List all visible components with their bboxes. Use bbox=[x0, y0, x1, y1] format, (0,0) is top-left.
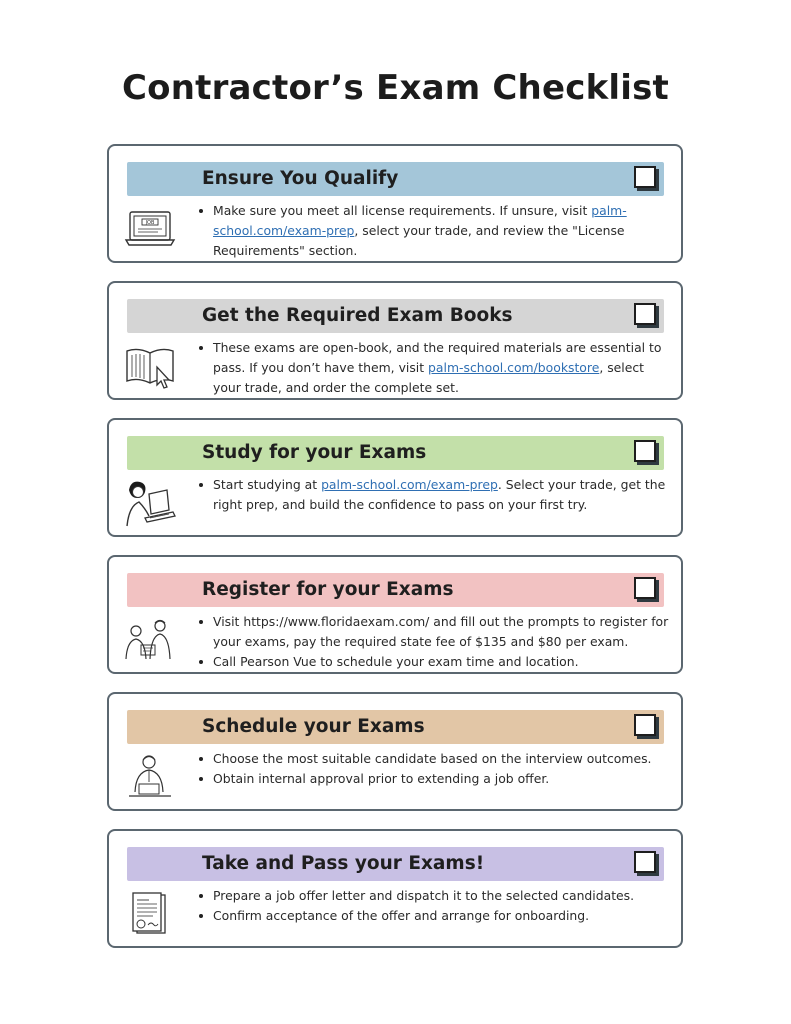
certificate-document-icon bbox=[123, 889, 177, 939]
card-header bbox=[127, 299, 664, 333]
list-item: Make sure you meet all license requirements. If unsure, visit palm-school.com/exam-prep, select your trade, and review the "License Requirements" section. bbox=[213, 201, 669, 261]
card-title: Take and Pass your Exams! bbox=[202, 853, 485, 874]
card-header bbox=[127, 436, 664, 470]
list-item: Obtain internal approval prior to extending a job offer. bbox=[213, 769, 669, 789]
card-header bbox=[127, 710, 664, 744]
person-at-desk-icon bbox=[123, 752, 177, 802]
exam-prep-link[interactable]: palm-school.com/exam-prep bbox=[321, 477, 498, 492]
card-title: Schedule your Exams bbox=[202, 716, 425, 737]
open-book-cursor-icon bbox=[123, 341, 177, 391]
card-title: Ensure You Qualify bbox=[202, 168, 399, 189]
bullet-list bbox=[193, 475, 669, 515]
bullet-list bbox=[193, 338, 669, 398]
laptop-job-icon bbox=[123, 204, 177, 254]
exam-prep-link[interactable]: palm-school.com/exam-prep bbox=[213, 203, 627, 238]
card-title: Study for your Exams bbox=[202, 442, 427, 463]
bullet-list bbox=[193, 886, 669, 926]
checklist-card-schedule bbox=[107, 692, 683, 811]
checkbox[interactable] bbox=[634, 714, 656, 736]
bullet-list bbox=[193, 749, 669, 789]
page-title: Contractor’s Exam Checklist bbox=[122, 68, 669, 108]
checklist-card-exam-books bbox=[107, 281, 683, 400]
person-studying-laptop-icon bbox=[123, 478, 177, 528]
list-item: Start studying at palm-school.com/exam-prep. Select your trade, get the right prep, and build the confidence to pass on your first try. bbox=[213, 475, 669, 515]
card-header bbox=[127, 573, 664, 607]
list-item: Call Pearson Vue to schedule your exam time and location. bbox=[213, 652, 669, 672]
list-item: These exams are open-book, and the required materials are essential to pass. If you don’t have them, visit palm-school.com/bookstore, select your trade, and order the complete set. bbox=[213, 338, 669, 398]
checklist-card-register bbox=[107, 555, 683, 674]
list-item: Prepare a job offer letter and dispatch it to the selected candidates. bbox=[213, 886, 669, 906]
bullet-list bbox=[193, 201, 669, 261]
card-header bbox=[127, 847, 664, 881]
two-people-interview-icon bbox=[123, 615, 177, 665]
checkbox[interactable] bbox=[634, 851, 656, 873]
checkbox[interactable] bbox=[634, 303, 656, 325]
list-item: Visit https://www.floridaexam.com/ and fill out the prompts to register for your exams, pay the required state fee of $135 and $80 per exam. bbox=[213, 612, 669, 652]
checklist-card-study bbox=[107, 418, 683, 537]
list-item: Choose the most suitable candidate based on the interview outcomes. bbox=[213, 749, 669, 769]
checkbox[interactable] bbox=[634, 166, 656, 188]
checklist-card-ensure-qualify bbox=[107, 144, 683, 263]
bookstore-link[interactable]: palm-school.com/bookstore bbox=[428, 360, 600, 375]
card-title: Get the Required Exam Books bbox=[202, 305, 513, 326]
card-title: Register for your Exams bbox=[202, 579, 454, 600]
checkbox[interactable] bbox=[634, 440, 656, 462]
bullet-list bbox=[193, 612, 669, 672]
svg-text:JOB: JOB bbox=[145, 220, 155, 226]
checkbox[interactable] bbox=[634, 577, 656, 599]
checklist-card-take-pass bbox=[107, 829, 683, 948]
card-header bbox=[127, 162, 664, 196]
list-item: Confirm acceptance of the offer and arrange for onboarding. bbox=[213, 906, 669, 926]
